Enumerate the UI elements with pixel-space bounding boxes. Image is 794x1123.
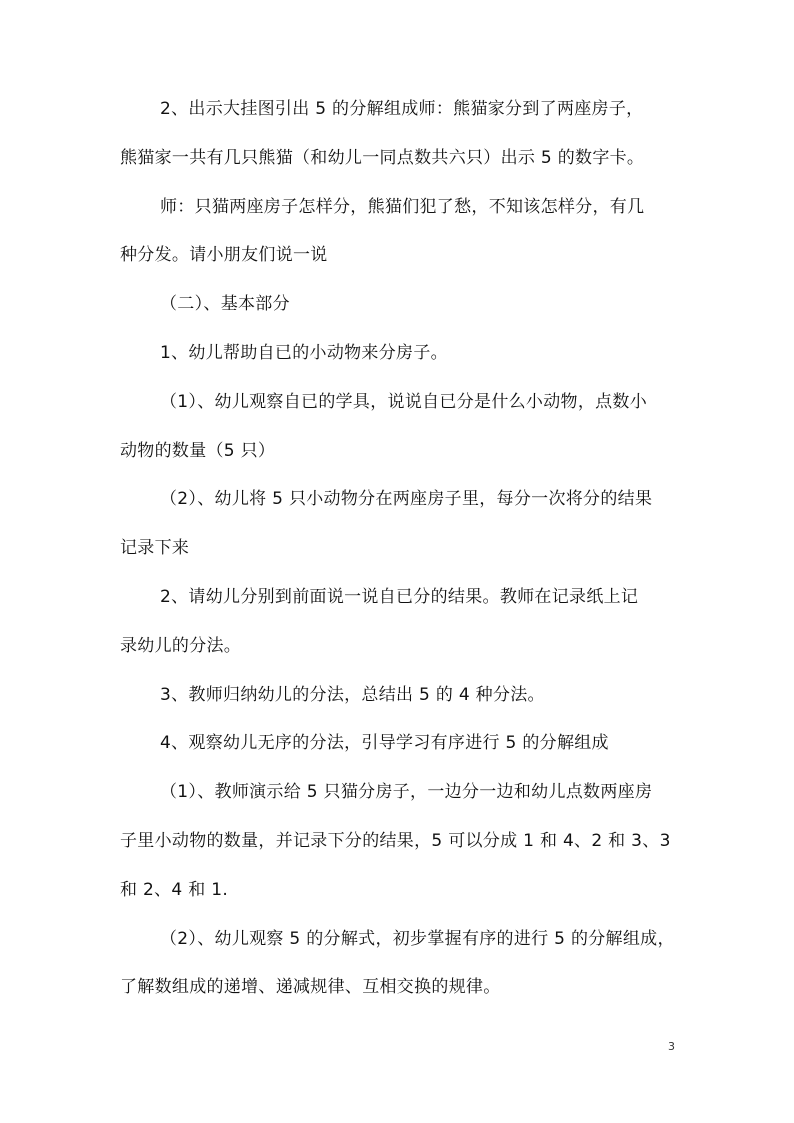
paragraph-line: 录幼儿的分法。 — [120, 636, 242, 656]
paragraph-line: （1）、教师演示给 5 只猫分房子，一边分一边和幼儿点数两座房 — [160, 782, 653, 802]
paragraph-line: 了解数组成的递增、递减规律、互相交换的规律。 — [120, 977, 501, 997]
paragraph-line: 师：只猫两座房子怎样分，熊猫们犯了愁，不知该怎样分，有几 — [160, 197, 645, 217]
paragraph-line: 4、观察幼儿无序的分法，引导学习有序进行 5 的分解组成 — [160, 733, 609, 753]
paragraph-line: 子里小动物的数量，并记录下分的结果，5 可以分成 1 和 4、2 和 3、3 — [120, 831, 671, 851]
paragraph-line: 和 2、4 和 1. — [120, 880, 229, 900]
paragraph-line: 2、请幼儿分别到前面说一说自已分的结果。教师在记录纸上记 — [160, 587, 639, 607]
section-heading: （二）、基本部分 — [160, 294, 290, 314]
paragraph-line: 种分发。请小朋友们说一说 — [120, 245, 328, 265]
paragraph-line: （2）、幼儿将 5 只小动物分在两座房子里，每分一次将分的结果 — [160, 489, 653, 509]
paragraph-line: 2、出示大挂图引出 5 的分解组成师：熊猫家分到了两座房子， — [160, 99, 644, 119]
paragraph-line: 熊猫家一共有几只熊猫（和幼儿一同点数共六只）出示 5 的数字卡。 — [120, 148, 645, 168]
paragraph-line: 1、幼儿帮助自已的小动物来分房子。 — [160, 343, 448, 363]
paragraph-line: （2）、幼儿观察 5 的分解式，初步掌握有序的进行 5 的分解组成， — [160, 929, 675, 949]
paragraph-line: 记录下来 — [120, 538, 190, 558]
paragraph-line: 3、教师归纳幼儿的分法，总结出 5 的 4 种分法。 — [160, 685, 545, 705]
paragraph-line: （1）、幼儿观察自已的学具，说说自已分是什么小动物，点数小 — [160, 392, 648, 412]
page-number: 3 — [668, 1040, 675, 1053]
paragraph-line: 动物的数量（5 只） — [120, 441, 276, 461]
